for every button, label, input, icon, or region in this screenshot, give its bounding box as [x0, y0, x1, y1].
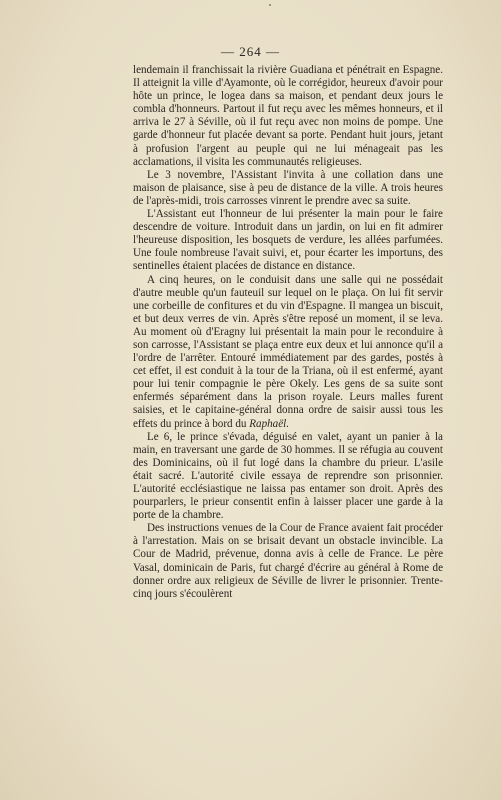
- paragraph: Le 3 novembre, l'Assistant l'invita à une collation dans une maison de plaisance, sise à peu de distance de la ville. A trois heures de l'après-midi, trois carrosses vinrent le prendre avec sa suite.: [133, 168, 443, 207]
- paragraph: L'Assistant eut l'honneur de lui présenter la main pour le faire descendre de voiture. Introduit dans un jardin, on lui en fit admirer l'heureuse disposition, les bosquets de verdure, les allées parfumées. Une foule nombreuse l'avait suivi, et, pour écarter les importuns, des sentinelles étaient placées de distance en distance.: [133, 208, 443, 273]
- body-text: [133, 64, 443, 601]
- paragraph: Des instructions venues de la Cour de France avaient fait procéder à l'arrestation. Mais on se brisait devant un obstacle invincible. La Cour de Madrid, prévenue, donna avis à celle de France. Le père Vasal, dominicain de Paris, fut chargé d'écrire au général à Rome de donner ordre aux religieux de Séville de livrer le prisonnier. Trente-cinq jours s'écoulèrent: [133, 522, 443, 600]
- paragraph: [133, 274, 443, 431]
- paper-speck: [269, 4, 271, 6]
- page-number: — 264 —: [221, 44, 280, 59]
- ship-name: Raphaël.: [249, 417, 289, 430]
- paragraph: Le 6, le prince s'évada, déguisé en valet, ayant un panier à la main, en traversant une garde de 30 hommes. Il se réfugia au couvent des Dominicains, où il fut logé dans la chambre du prieur. L'asile était sacré. L'autorité civile essaya de reprendre son prisonnier. L'autorité ecclésiastique ne laissa pas entamer son droit. Après des pourparlers, le prieur consentit enfin à laisser placer une garde à la porte de la chambre.: [133, 430, 443, 522]
- paragraph: lendemain il franchissait la rivière Guadiana et pénétrait en Espagne. Il atteignit la ville d'Ayamonte, où le corrégidor, heureux d'avoir pour hôte un prince, le logea dans sa maison, et pendant deux jours le combla d'honneurs. Partout il fut reçu avec les mêmes honneurs, et il arriva le 27 à Séville, où il fut reçu avec non moins de pompe. Une garde d'honneur fut placée devant sa porte. Pendant huit jours, jetant à profusion l'argent au peuple qui ne lui ménageait pas les acclamations, il visita les communautés religieuses.: [133, 64, 443, 168]
- paragraph-text: A cinq heures, on le conduisit dans une salle qui ne possédait d'autre meuble qu'un fauteuil sur lequel on le plaça. On lui fit servir une corbeille de confitures et du vin d'Espagne. Il mangea un biscuit, et but deux verres de vin. Après s'être reposé un moment, il se leva. Au moment où d'Eragny lui présentait la main pour le reconduire à son carrosse, l'Assistant se plaça entre eux deux et lui annonce qu'il a l'ordre de l'arrêter. Entouré immédiatement par des gardes, postés à cet effet, il est conduit à la tour de la Triana, où il est enfermé, ayant pour lui tenir compagnie le père Okely. Les gens de sa suite sont enfermés séparément dans la prison royale. Leurs malles furent saisies, et le capitaine-général donna ordre de saisir aussi tous les effets du prince à bord du: [133, 273, 443, 430]
